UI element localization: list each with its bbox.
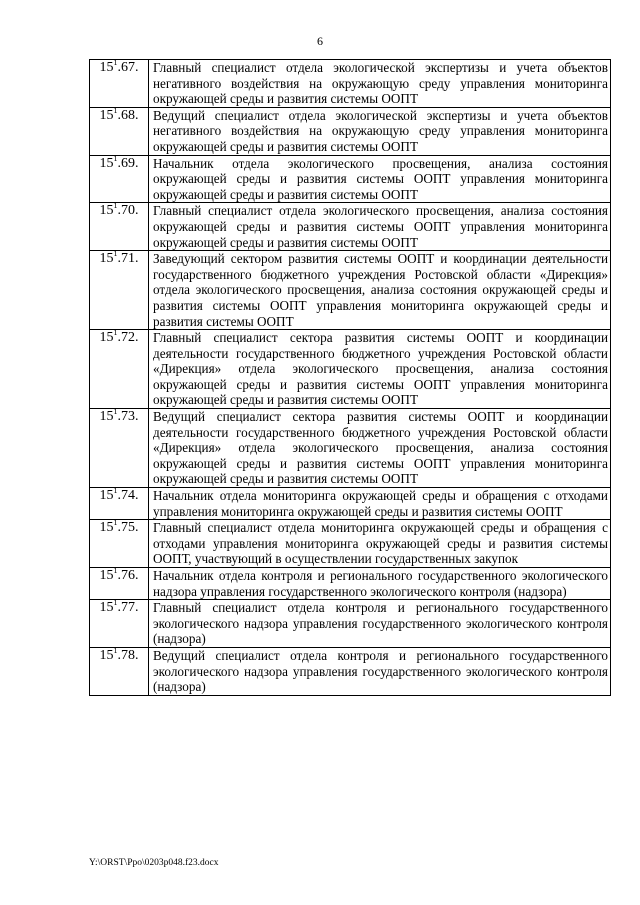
position-title: Главный специалист сектора развития системы ООПТ и координации деятельности государственного бюджетного учреждения Ростовской области «Дирекция» отдела экологического просвещения, анализа состояния окружающей среды и развития системы ООПТ управления мониторинга окружающей среды и развития системы ООПТ <box>149 330 611 409</box>
item-number <box>90 520 149 568</box>
table-row <box>90 488 611 520</box>
position-title: Ведущий специалист отдела экологической экспертизы и учета объектов негативного воздействия на окружающую среду управления мониторинга окружающей среды и развития системы ООПТ <box>149 107 611 155</box>
item-number-base: 15 <box>99 203 114 219</box>
item-number <box>90 251 149 330</box>
item-number <box>90 155 149 203</box>
position-title: Начальник отдела контроля и регионального государственного экологического надзора управления государственного экологического контроля (надзора) <box>149 568 611 600</box>
table-row <box>90 60 611 108</box>
table-row <box>90 155 611 203</box>
item-number-suffix: .77. <box>117 600 139 616</box>
item-number <box>90 600 149 648</box>
item-number-suffix: .76. <box>117 568 139 583</box>
table-row <box>90 600 611 648</box>
page-number: 6 <box>317 34 323 48</box>
item-number-suffix: .74. <box>117 488 139 504</box>
table-row <box>90 330 611 409</box>
item-number-superscript: 1 <box>113 58 118 67</box>
item-number-superscript: 1 <box>113 105 118 115</box>
table-row <box>90 251 611 330</box>
item-number-superscript: 1 <box>113 407 118 417</box>
item-number-base: 15 <box>99 107 114 123</box>
item-number-base: 15 <box>99 251 114 267</box>
item-number-base: 15 <box>99 155 114 171</box>
item-number-base: 15 <box>99 568 114 583</box>
item-number-suffix: .68. <box>117 107 139 123</box>
item-number <box>90 488 149 520</box>
item-number <box>90 647 149 695</box>
table-row <box>90 107 611 155</box>
item-number <box>90 107 149 155</box>
table-row <box>90 409 611 488</box>
table-row <box>90 520 611 568</box>
position-title: Ведущий специалист отдела контроля и регионального государственного экологического надзора управления государственного экологического контроля (надзора) <box>149 647 611 695</box>
position-title: Главный специалист отдела экологического просвещения, анализа состояния окружающей среды и развития системы ООПТ управления мониторинга окружающей среды и развития системы ООПТ <box>149 203 611 251</box>
positions-table <box>89 59 611 696</box>
item-number-suffix: .75. <box>117 520 139 536</box>
position-title: Главный специалист отдела контроля и регионального государственного экологического надзора управления государственного экологического контроля (надзора) <box>149 600 611 648</box>
item-number-suffix: .70. <box>117 203 139 219</box>
position-title: Заведующий сектором развития системы ООПТ и координации деятельности государственного бюджетного учреждения Ростовской области «Дирекция» отдела экологического просвещения, анализа состояния окружающей среды и развития системы ООПТ управления мониторинга окружающей среды и развития системы ООПТ <box>149 251 611 330</box>
table-row <box>90 568 611 600</box>
item-number-superscript: 1 <box>113 518 118 528</box>
position-title: Начальник отдела экологического просвещения, анализа состояния окружающей среды и развития системы ООПТ управления мониторинга окружающей среды и развития системы ООПТ <box>149 155 611 203</box>
item-number-base: 15 <box>99 488 114 504</box>
item-number <box>90 568 149 600</box>
position-title: Ведущий специалист сектора развития системы ООПТ и координации деятельности государственного бюджетного учреждения Ростовской области «Дирекция» отдела экологического просвещения, анализа состояния окружающей среды и развития системы ООПТ управления мониторинга окружающей среды и развития системы ООПТ <box>149 409 611 488</box>
item-number-superscript: 1 <box>113 201 118 211</box>
item-number-base: 15 <box>99 600 114 616</box>
item-number-superscript: 1 <box>113 153 118 163</box>
item-number-suffix: .67. <box>117 60 139 75</box>
item-number-suffix: .71. <box>117 251 139 267</box>
item-number <box>90 330 149 409</box>
item-number <box>90 203 149 251</box>
item-number-suffix: .78. <box>117 647 139 663</box>
document-file-path: Y:\ORST\Ppo\0203p048.f23.docx <box>89 858 219 868</box>
item-number-superscript: 1 <box>113 249 118 259</box>
item-number-base: 15 <box>99 409 114 425</box>
item-number <box>90 60 149 108</box>
item-number <box>90 409 149 488</box>
item-number-base: 15 <box>99 647 114 663</box>
item-number-superscript: 1 <box>113 566 118 575</box>
item-number-suffix: .73. <box>117 409 139 425</box>
item-number-suffix: .69. <box>117 155 139 171</box>
item-number-suffix: .72. <box>117 330 139 346</box>
item-number-superscript: 1 <box>113 328 118 338</box>
position-title: Главный специалист отдела экологической экспертизы и учета объектов негативного воздействия на окружающую среду управления мониторинга окружающей среды и развития системы ООПТ <box>149 60 611 108</box>
position-title: Начальник отдела мониторинга окружающей среды и обращения с отходами управления мониторинга окружающей среды и развития системы ООПТ <box>149 488 611 520</box>
item-number-superscript: 1 <box>113 645 118 655</box>
item-number-superscript: 1 <box>113 598 118 608</box>
item-number-superscript: 1 <box>113 486 118 496</box>
table-row <box>90 203 611 251</box>
position-title: Главный специалист отдела мониторинга окружающей среды и обращения с отходами управления мониторинга окружающей среды и развития системы ООПТ, участвующий в осуществлении государственных закупок <box>149 520 611 568</box>
item-number-base: 15 <box>99 330 114 346</box>
item-number-base: 15 <box>99 520 114 536</box>
item-number-base: 15 <box>99 60 114 75</box>
table-row <box>90 647 611 695</box>
